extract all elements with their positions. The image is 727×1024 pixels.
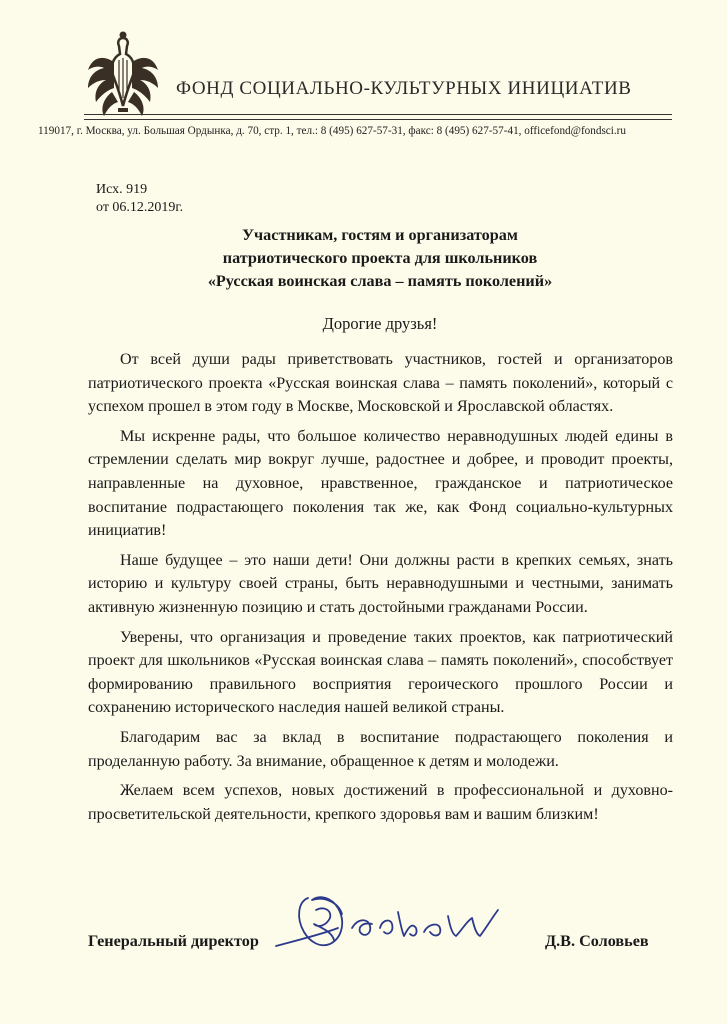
winged-lyre-emblem-icon	[84, 28, 162, 120]
handwritten-signature-icon	[268, 888, 518, 960]
heading-line: «Русская воинская слава – память поколений»	[207, 272, 553, 290]
salutation: Дорогие друзья!	[322, 314, 438, 333]
body-paragraph: Благодарим вас за вклад в воспитание подрастающего поколения и проделанную работу. За внимание, обращенное к детям и молодежи.	[88, 728, 673, 770]
letterhead-rule-secondary	[84, 119, 672, 120]
heading-line: Участникам, гостям и организаторам	[242, 226, 518, 244]
outgoing-reference	[96, 181, 183, 217]
letter-body	[88, 348, 673, 832]
body-paragraph: Уверены, что организация и проведение таких проектов, как патриотический проект для школьников «Русская воинская слава – память поколений», способствует формированию правильного восприятия героического прошлого России и сохранению исторического наследия нашей великой страны.	[88, 628, 673, 717]
body-paragraph: От всей души рады приветствовать участников, гостей и организаторов патриотического проекта «Русская воинская слава – память поколений», который с успехом прошел в этом году в Москве, Московской и Ярославской областях.	[88, 351, 673, 416]
organization-address: 119017, г. Москва, ул. Большая Ордынка, д. 70, стр. 1, тел.: 8 (495) 627-57-31, факс: 8 (495) 627-57-41, officefond@fondsci.ru	[38, 125, 626, 137]
signatory-title: Генеральный директор	[88, 932, 259, 950]
letterhead-rule	[84, 114, 672, 115]
body-paragraph: Желаем всем успехов, новых достижений в профессиональной и духовно-просветительской деятельности, крепкого здоровья вам и вашим близким!	[88, 782, 673, 823]
letter-heading	[100, 224, 660, 293]
body-paragraph: Мы искренне рады, что большое количество неравнодушных людей едины в стремлении сделать мир вокруг лучше, радостнее и добрее, и проводит проекты, направленные на духовное, нравственное, гражданское и патриотическое воспитание подрастающего поколения так же, как Фонд социально-культурных инициатив!	[88, 427, 673, 540]
organization-name: ФОНД СОЦИАЛЬНО-КУЛЬТУРНЫХ ИНИЦИАТИВ	[176, 78, 632, 99]
reference-number: Исх. 919	[96, 182, 148, 197]
reference-date: от 06.12.2019г.	[96, 200, 184, 215]
signatory-name: Д.В. Соловьев	[545, 932, 649, 950]
heading-line: патриотического проекта для школьников	[222, 249, 538, 267]
body-paragraph: Наше будущее – это наши дети! Они должны расти в крепких семьях, знать историю и культуру своей страны, быть неравнодушными и честными, занимать активную жизненную позицию и стать достойными гражданами России.	[88, 551, 673, 616]
